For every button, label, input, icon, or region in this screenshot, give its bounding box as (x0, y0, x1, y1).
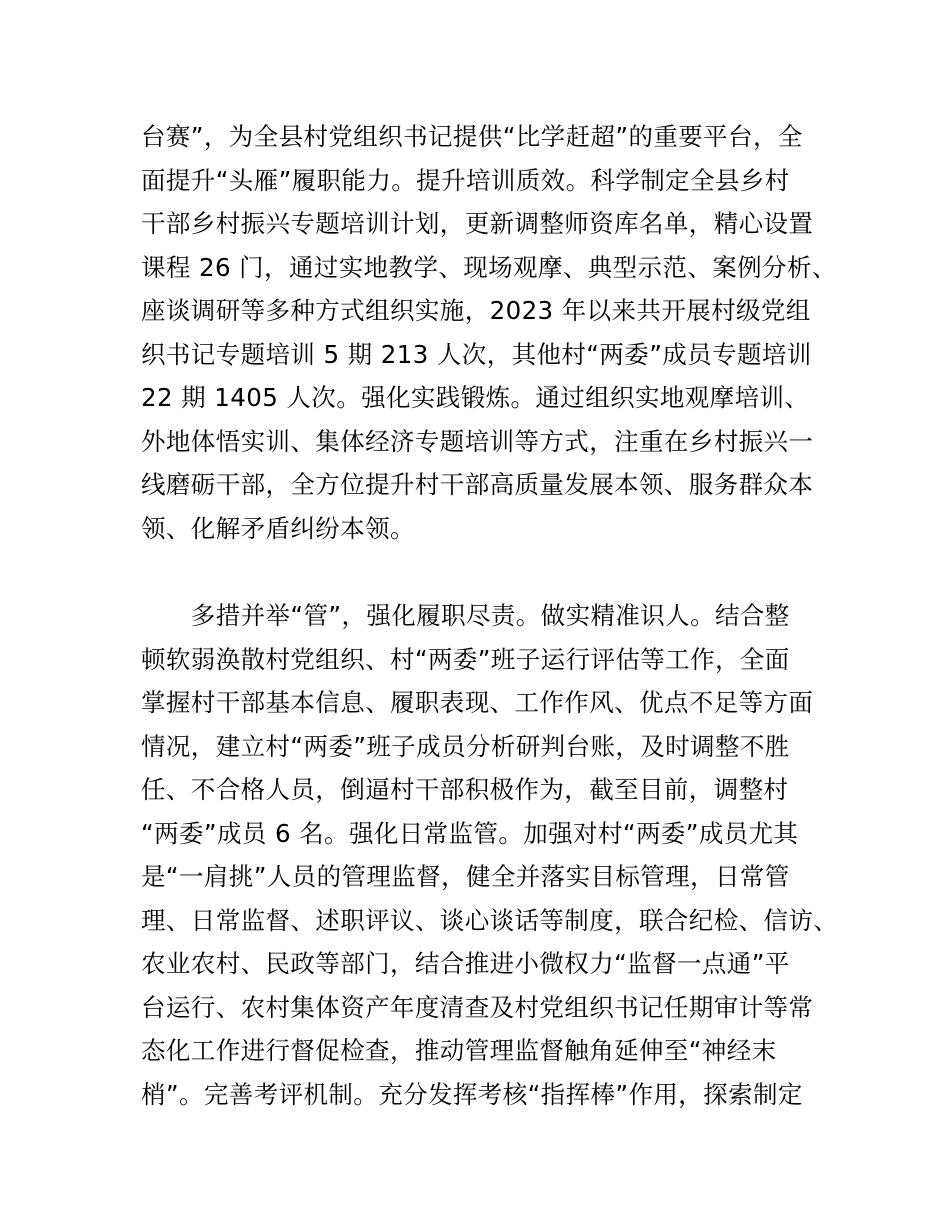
text-line: 座谈调研等多种方式组织实施，2023 年以来共开展村级党组 (141, 296, 811, 325)
text-line: 理、日常监督、述职评议、谈心谈话等制度，联合纪检、信访、 (141, 905, 839, 935)
text-line: 课程 26 门，通过实地教学、现场观摩、典型示范、案例分析、 (141, 252, 837, 282)
text-line: 梢”。完善考评机制。充分发挥考核“指挥棒”作用，探索制定 (141, 1079, 803, 1109)
text-line: 线磨砺干部，全方位提升村干部高质量发展本领、服务群众本 (141, 470, 814, 499)
text-line: 情况，建立村“两委”班子成员分析研判台账，及时调整不胜 (141, 731, 790, 761)
text-line: 掌握村干部基本信息、履职表现、工作作风、优点不足等方面 (141, 688, 814, 717)
text-line: 是“一肩挑”人员的管理监督，健全并落实目标管理，日常管 (141, 862, 790, 891)
text-line: 外地体悟实训、集体经济专题培训等方式，注重在乡村振兴一 (141, 426, 814, 456)
text-line: 任、不合格人员，倒逼村干部积极作为，截至目前，调整村 (141, 775, 789, 804)
text-line: 态化工作进行督促检查，推动管理监督触角延伸至“神经末 (141, 1036, 777, 1065)
text-line: 干部乡村振兴专题培训计划，更新调整师资库名单，精心设置 (141, 209, 814, 238)
text-line: 台运行、农村集体资产年度清查及村党组织书记任期审计等常 (141, 992, 814, 1022)
paragraph-management (141, 594, 839, 1116)
text-line: 领、化解矛盾纠纷本领。 (141, 513, 415, 543)
text-line: 22 期 1405 人次。强化实践锻炼。通过组织实地观摩培训、 (141, 383, 810, 412)
text-line: 多措并举“管”，强化履职尽责。做实精准识人。结合整 (141, 601, 790, 630)
document-body (141, 115, 839, 1116)
text-line: 织书记专题培训 5 期 213 人次，其他村“两委”成员专题培训 (141, 339, 812, 369)
text-line: 面提升“头雁”履职能力。提升培训质效。科学制定全县乡村 (141, 165, 790, 195)
paragraph-spacing (141, 550, 816, 594)
text-line: 台赛”，为全县村党组织书记提供“比学赶超”的重要平台，全 (141, 122, 803, 151)
text-line: “两委”成员 6 名。强化日常监管。加强对村“两委”成员尤其 (141, 818, 799, 848)
text-line: 农业农村、民政等部门，结合推进小微权力“监督一点通”平 (141, 949, 790, 978)
paragraph-training (141, 115, 837, 550)
text-line: 顿软弱涣散村党组织、村“两委”班子运行评估等工作，全面 (141, 644, 790, 674)
